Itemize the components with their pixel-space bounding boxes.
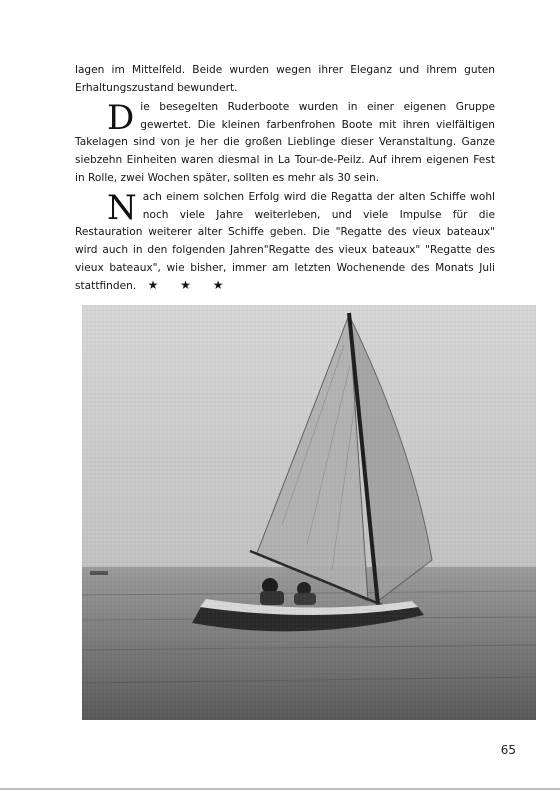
- paragraph-2: [75, 99, 495, 187]
- paragraph-2-text: ie besegelten Ruderboote wurden in einer eigenen Gruppe gewertet. Die kleinen farbenfrohen Boote mit ihren vielfältigen Takelagen sind von je her die großen Lieblinge dieser Veranstaltung. Ganze siebzehn Einheiten waren diesmal in La Tour-de-Peilz. Auf ihrem eigenen Fest in Rolle, zwei Wochen später, sollten es mehr als 30 sein.: [75, 101, 495, 184]
- drop-cap-d: D: [107, 98, 135, 139]
- drop-cap-n: N: [107, 188, 137, 229]
- photo-grain: [82, 305, 536, 720]
- sailboat-photo: [82, 305, 536, 720]
- paragraph-1-text: lagen im Mittelfeld. Beide wurden wegen ihrer Eleganz und ihrem guten Erhaltungszustand bewundert.: [75, 64, 495, 94]
- scan-edge: [0, 788, 560, 790]
- paragraph-1: [75, 62, 495, 97]
- paragraph-3: [75, 189, 495, 296]
- sailboat-photo-drawing: [82, 305, 536, 720]
- section-end-stars: ★ ★ ★: [147, 278, 233, 293]
- body-text: [75, 62, 495, 298]
- page-number: 65: [500, 743, 516, 757]
- paragraph-3-text: ach einem solchen Erfolg wird die Regatta der alten Schiffe wohl noch viele Jahre weiterleben, und viele Impulse für die Restauration weiterer alter Schiffe geben. Die "Regatte des vieux bateaux" wird auch in den folgenden Jahren"Regatte des vieux bateaux" "Regatte des vieux bateaux", wie bisher, immer am letzten Wochenende des Monats Juli stattfinden.: [75, 191, 495, 293]
